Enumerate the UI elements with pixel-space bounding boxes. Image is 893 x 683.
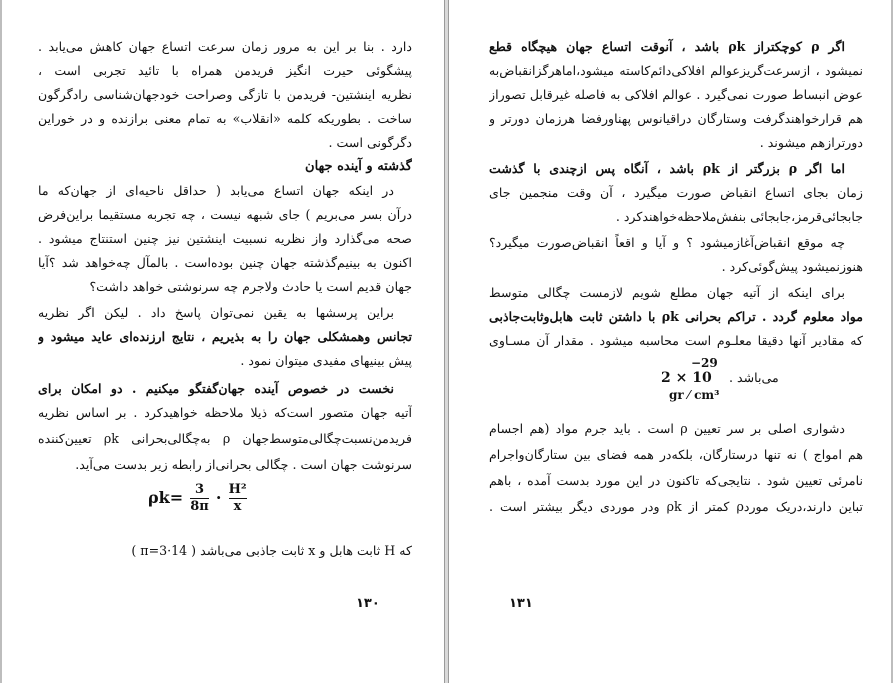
text-line: برای اینکه از آتیه جهان مطلع شویم لازمست چگالی متوسط	[489, 285, 845, 300]
section-heading: گذشته و آینده جهان	[305, 159, 412, 174]
value-exponent: −29	[691, 356, 718, 370]
text-line: نظریه اینشتین- فریدمن با تازگی وصراحت خودجهان‌شناسی رادگرگون	[38, 87, 412, 102]
text-line: که مقادیر آنها دقیقا معلـوم است محاسبه میشود . مقدار آن مسـاوی	[489, 333, 863, 348]
equation-dot: ·	[215, 488, 222, 507]
fraction-denominator: 8π	[190, 499, 209, 514]
text-line: در اینکه جهان اتساع می‌یابد ( حداقل ناحیه‌ای از جهان‌که ما	[38, 183, 394, 198]
text-line: که H ثابت هابل و x ثابت جاذبی می‌باشد ( π=3·14 )	[131, 543, 412, 558]
text-line: پیشگوئی حیرت انگیز فریدمن همراه با تائید تجربی است ،	[38, 63, 412, 78]
text-line: براین پرسشها به یقین نمی‌توان پاسخ داد . لیکن اگر نظریه	[38, 305, 394, 320]
fraction-numerator: 3	[190, 482, 209, 499]
text-line: سرنوشت جهان است . چگالی بحرانی‌از رابطه زیر بدست می‌آید.	[75, 457, 412, 472]
text-line: هنوزنمیشود پیش‌گوئی‌کرد .	[721, 259, 863, 274]
equation-fraction-2	[229, 482, 247, 515]
text-line: تباین دارند،دریک موردρ کمتر از ρk ودر موردی دیگر بیشتر است .	[489, 499, 863, 514]
text-line: دارد . بنا بر این به مرور زمان سرعت اتساع جهان کاهش می‌یابد .	[38, 39, 412, 54]
value-suffix: می‌باشد .	[729, 370, 779, 385]
text-line: عوض انبساط صورت نمی‌گیرد . عوالم افلاکی به فاصله غیرقابل تصوراز	[489, 87, 863, 102]
text-line: هم قرارخواهندگرفت وستارگان دراقیانوس پهناورفضا هرزمان دورتر و	[489, 111, 863, 126]
page-number: ۱۳۰	[356, 596, 380, 611]
text-line: پیش بینیهای مفیدی میتوان نمود .	[240, 353, 412, 368]
equation-lhs: ρk=	[148, 488, 184, 507]
text-line: دشواری اصلی بر سر تعیین ρ است . باید جرم مواد (هم اجسام	[489, 421, 845, 436]
text-line: تجانس وهمشکلی جهان را به بذیریم ، نتایج ارزنده‌ای عاید میشود و	[38, 329, 412, 344]
text-line: زمان بجای اتساع انقباض صورت میگیرد ، آن وقت منجمین جای	[489, 185, 863, 200]
fraction-numerator: H²	[228, 482, 247, 497]
density-value-line	[629, 356, 859, 406]
value-mantissa: 2 × 10	[661, 370, 712, 386]
text-line: اما اگر ρ بزرگتر از ρk باشد ، آنگاه پس ازچندی با گذشت	[489, 161, 846, 176]
equation-fraction-1	[190, 482, 209, 515]
text-line: ساخت . بطوریکه کلمه «انقلاب» به تمام معنی برازنده و در خوراین	[38, 111, 412, 126]
critical-density-equation	[148, 482, 249, 515]
page-number: ۱۳۱	[509, 596, 533, 611]
text-line: نمیشود ، ازسرعت‌گریزعوالم افلاکی‌دائم‌کاسته میشود،اماهرگزانقباض‌به	[489, 63, 863, 78]
text-line: آتیه جهان متصور است‌که ذیلا ملاحظه خواهیدکرد . بر اساس نظریه	[38, 405, 412, 420]
text-line: دگرگونی است .	[328, 135, 412, 150]
text-line: فریدمن‌نسبت‌چگالی‌متوسط‌جهان ρ به‌چگالی‌بحرانی ρk تعیین‌کننده	[38, 431, 412, 446]
text-line: درآن بسر می‌بریم ) جای شبهه نیست ، چه تجربه مستقیما براین‌فرض	[38, 207, 412, 222]
right-page	[449, 0, 893, 683]
text-line: هم امواج ) نه تنها درستارگان، بلکه‌در همه فضای بین ستارگان‌واجرام	[489, 447, 863, 462]
text-line: نخست در خصوص آینده جهان‌گفتگو میکنیم . دو امکان برای	[38, 381, 394, 396]
value-unit: gr ⁄ cm³	[669, 388, 720, 402]
text-line: جهان قدیم است یا حادث ولاجرم چه سرنوشتی خواهد داشت؟	[89, 279, 412, 294]
text-line: نامرئی تعیین شود . نتایجی‌که تاکنون در این مورد بدست آمده ، باهم	[489, 473, 863, 488]
page-edge	[0, 0, 2, 683]
text-line: مواد معلوم گردد . تراکم بحرانی ρk با داشتن ثابت هابل‌وثابت‌جاذبی	[489, 309, 863, 324]
text-line: صحه می‌گذارد واز نظریه نسبیت اینشتین نیز چنین استنتاج میشود .	[38, 231, 412, 246]
left-page	[0, 0, 446, 683]
text-line: اگر ρ کوچکتراز ρk باشد ، آنوقت اتساع جهان هیچگاه قطع	[489, 39, 845, 54]
fraction-denominator: x	[233, 499, 242, 514]
text-line: دورترازهم میشوند .	[759, 135, 863, 150]
text-line: اکنون به بینیم‌گذشته جهان چنین بوده‌است . بالمآل چه‌خواهد شد ؟آیا	[38, 255, 412, 270]
text-line: جابجائی‌قرمز،جابجائی بنفش‌ملاحظه‌خواهندکرد .	[615, 209, 863, 224]
text-line: چه موقع انقباض‌آغازمیشود ؟ و آیا و اقعاً انقباض‌صورت میگیرد؟	[489, 235, 845, 250]
